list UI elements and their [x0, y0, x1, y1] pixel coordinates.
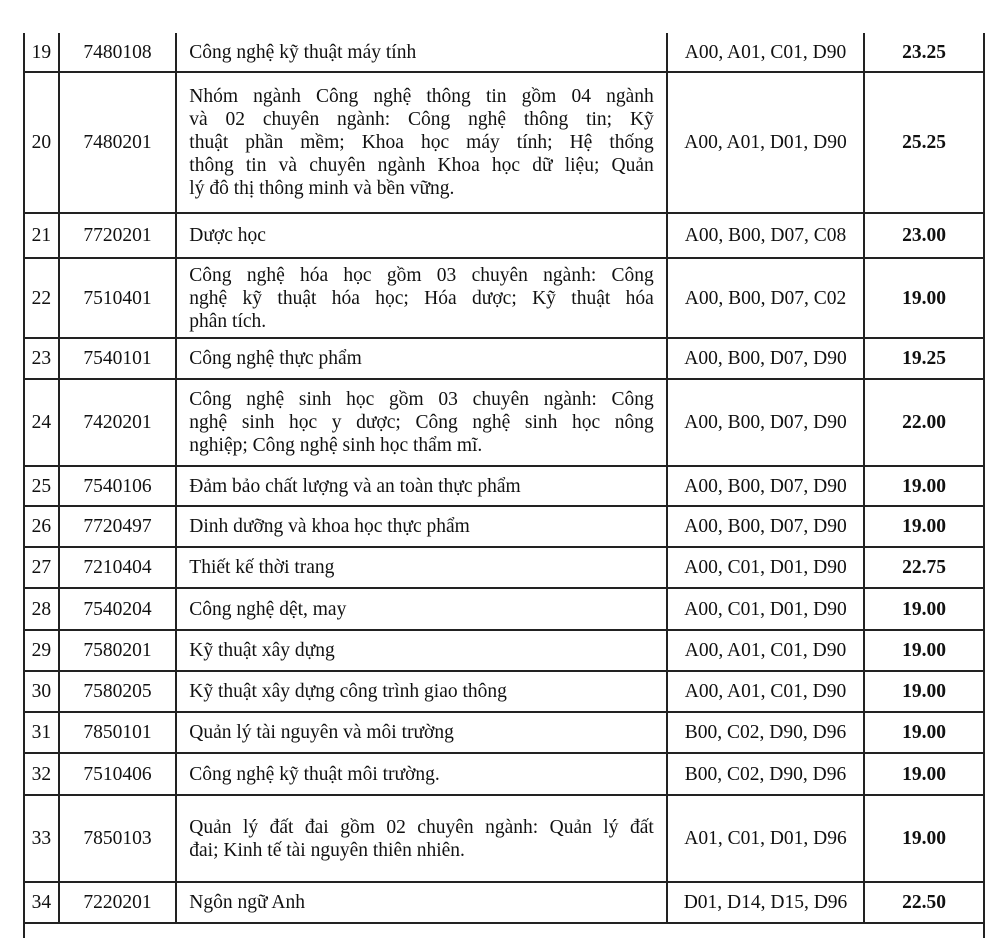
major-code-cell: 7850101: [59, 712, 177, 753]
major-name-cell: [176, 72, 667, 213]
table-row: [24, 338, 984, 379]
row-number-cell: 29: [24, 630, 59, 671]
major-code-cell: 7540101: [59, 338, 177, 379]
major-code-cell: 7510406: [59, 753, 177, 795]
subject-combinations-cell: A00, B00, D07, C08: [667, 213, 864, 258]
row-number-cell: 20: [24, 72, 59, 213]
major-code-cell: 7540204: [59, 588, 177, 630]
subject-combinations-cell: A00, A01, C01, D90: [667, 33, 864, 72]
major-name-line: Nhóm ngành Công nghệ thông tin gồm 04 ngành: [189, 86, 654, 107]
major-name-line: Thiết kế thời trang: [189, 557, 335, 578]
subject-combinations-cell: A00, A01, C01, D90: [667, 630, 864, 671]
table-row: [24, 712, 984, 753]
table-row: [24, 630, 984, 671]
major-name-line: đai; Kinh tế tài nguyên thiên nhiên.: [189, 839, 465, 861]
row-number-cell: 23: [24, 338, 59, 379]
row-number-cell: 22: [24, 258, 59, 338]
subject-combinations-cell: A01, C01, D01, D96: [667, 795, 864, 882]
major-name-line: và 02 chuyên ngành: Công nghệ thông tin; Kỹ: [189, 109, 654, 130]
major-name-line: Dược học: [189, 225, 266, 246]
major-name-cell: [176, 213, 667, 258]
major-name-cell: [176, 466, 667, 506]
row-number-cell: 33: [24, 795, 59, 882]
major-code-cell: 7510401: [59, 258, 177, 338]
major-code-cell: 7720497: [59, 506, 177, 547]
major-name-line: Quản lý tài nguyên và môi trường: [189, 722, 454, 743]
subject-combinations-cell: A00, B00, D07, D90: [667, 338, 864, 379]
table-row: [24, 466, 984, 506]
benchmark-score-cell: 19.00: [864, 630, 984, 671]
major-code-cell: 7480108: [59, 33, 177, 72]
major-name-line: nghệ kỹ thuật hóa học; Hóa dược; Kỹ thuật hóa: [189, 287, 654, 309]
row-number-cell: 21: [24, 213, 59, 258]
subject-combinations-cell: A00, B00, D07, C02: [667, 258, 864, 338]
major-name-line: thông tin và chuyên ngành Khoa học dữ liệu; Quản: [189, 155, 654, 176]
benchmark-score-cell: 23.00: [864, 213, 984, 258]
benchmark-score-cell: 22.00: [864, 379, 984, 466]
table-footer-row: [24, 923, 984, 938]
major-name-cell: [176, 338, 667, 379]
table-row: [24, 795, 984, 882]
table-row: [24, 753, 984, 795]
subject-combinations-cell: A00, B00, D07, D90: [667, 466, 864, 506]
subject-combinations-cell: B00, C02, D90, D96: [667, 753, 864, 795]
major-name-line: Dinh dưỡng và khoa học thực phẩm: [189, 516, 470, 537]
row-number-cell: 19: [24, 33, 59, 72]
table-row: [24, 882, 984, 923]
row-number-cell: 28: [24, 588, 59, 630]
benchmark-score-cell: 25.25: [864, 72, 984, 213]
major-name-cell: [176, 506, 667, 547]
table-row: [24, 258, 984, 338]
table-row: [24, 547, 984, 588]
major-name-line: Kỹ thuật xây dựng công trình giao thông: [189, 681, 507, 702]
subject-combinations-cell: A00, B00, D07, D90: [667, 379, 864, 466]
subject-combinations-cell: D01, D14, D15, D96: [667, 882, 864, 923]
major-code-cell: 7850103: [59, 795, 177, 882]
table-row: [24, 33, 984, 72]
row-number-cell: 27: [24, 547, 59, 588]
table-row: [24, 588, 984, 630]
major-name-cell: [176, 379, 667, 466]
subject-combinations-cell: A00, B00, D07, D90: [667, 506, 864, 547]
major-name-line: Công nghệ hóa học gồm 03 chuyên ngành: Công: [189, 264, 654, 286]
table-row: [24, 213, 984, 258]
major-name-cell: [176, 33, 667, 72]
major-name-line: Quản lý đất đai gồm 02 chuyên ngành: Quản lý đất: [189, 816, 654, 838]
table-row: [24, 506, 984, 547]
row-number-cell: 26: [24, 506, 59, 547]
merged-footer-cell: [24, 923, 984, 938]
major-name-line: Ngôn ngữ Anh: [189, 892, 305, 913]
major-code-cell: 7580205: [59, 671, 177, 712]
major-name-line: nghiệp; Công nghệ sinh học thẩm mĩ.: [189, 435, 483, 456]
row-number-cell: 25: [24, 466, 59, 506]
benchmark-score-cell: 23.25: [864, 33, 984, 72]
row-number-cell: 24: [24, 379, 59, 466]
benchmark-score-cell: 19.00: [864, 466, 984, 506]
benchmark-score-cell: 19.00: [864, 712, 984, 753]
row-number-cell: 34: [24, 882, 59, 923]
subject-combinations-cell: A00, C01, D01, D90: [667, 547, 864, 588]
major-name-line: Công nghệ kỹ thuật môi trường.: [189, 763, 440, 785]
row-number-cell: 30: [24, 671, 59, 712]
admission-score-table: [23, 33, 985, 938]
major-name-line: Công nghệ dệt, may: [189, 598, 347, 620]
subject-combinations-cell: A00, C01, D01, D90: [667, 588, 864, 630]
benchmark-score-cell: 19.00: [864, 795, 984, 882]
admission-score-document: [23, 33, 985, 938]
benchmark-score-cell: 22.50: [864, 882, 984, 923]
benchmark-score-cell: 19.00: [864, 588, 984, 630]
subject-combinations-cell: A00, A01, C01, D90: [667, 671, 864, 712]
major-code-cell: 7220201: [59, 882, 177, 923]
benchmark-score-cell: 22.75: [864, 547, 984, 588]
major-name-cell: [176, 795, 667, 882]
major-name-line: Công nghệ thực phẩm: [189, 348, 362, 369]
subject-combinations-cell: A00, A01, D01, D90: [667, 72, 864, 213]
major-name-cell: [176, 712, 667, 753]
benchmark-score-cell: 19.00: [864, 753, 984, 795]
major-name-line: nghệ sinh học y dược; Công nghệ sinh học nông: [189, 412, 654, 433]
major-code-cell: 7210404: [59, 547, 177, 588]
benchmark-score-cell: 19.00: [864, 506, 984, 547]
major-name-line: phân tích.: [189, 310, 267, 332]
major-name-cell: [176, 671, 667, 712]
major-name-line: Công nghệ sinh học gồm 03 chuyên ngành: Công: [189, 389, 654, 410]
major-name-cell: [176, 630, 667, 671]
benchmark-score-cell: 19.00: [864, 671, 984, 712]
major-code-cell: 7580201: [59, 630, 177, 671]
table-row: [24, 72, 984, 213]
row-number-cell: 31: [24, 712, 59, 753]
major-name-cell: [176, 753, 667, 795]
major-name-line: Công nghệ kỹ thuật máy tính: [189, 41, 417, 63]
major-code-cell: 7480201: [59, 72, 177, 213]
subject-combinations-cell: B00, C02, D90, D96: [667, 712, 864, 753]
major-name-cell: [176, 547, 667, 588]
major-code-cell: 7420201: [59, 379, 177, 466]
table-body: [24, 33, 984, 938]
major-name-line: Kỹ thuật xây dựng: [189, 640, 335, 661]
major-name-cell: [176, 882, 667, 923]
major-code-cell: 7540106: [59, 466, 177, 506]
table-row: [24, 379, 984, 466]
major-name-line: lý đô thị thông minh và bền vững.: [189, 178, 455, 199]
major-name-line: Đảm bảo chất lượng và an toàn thực phẩm: [189, 475, 521, 497]
major-name-cell: [176, 588, 667, 630]
benchmark-score-cell: 19.25: [864, 338, 984, 379]
major-name-cell: [176, 258, 667, 338]
major-code-cell: 7720201: [59, 213, 177, 258]
major-name-line: thuật phần mềm; Khoa học máy tính; Hệ thống: [189, 132, 654, 153]
row-number-cell: 32: [24, 753, 59, 795]
benchmark-score-cell: 19.00: [864, 258, 984, 338]
table-row: [24, 671, 984, 712]
